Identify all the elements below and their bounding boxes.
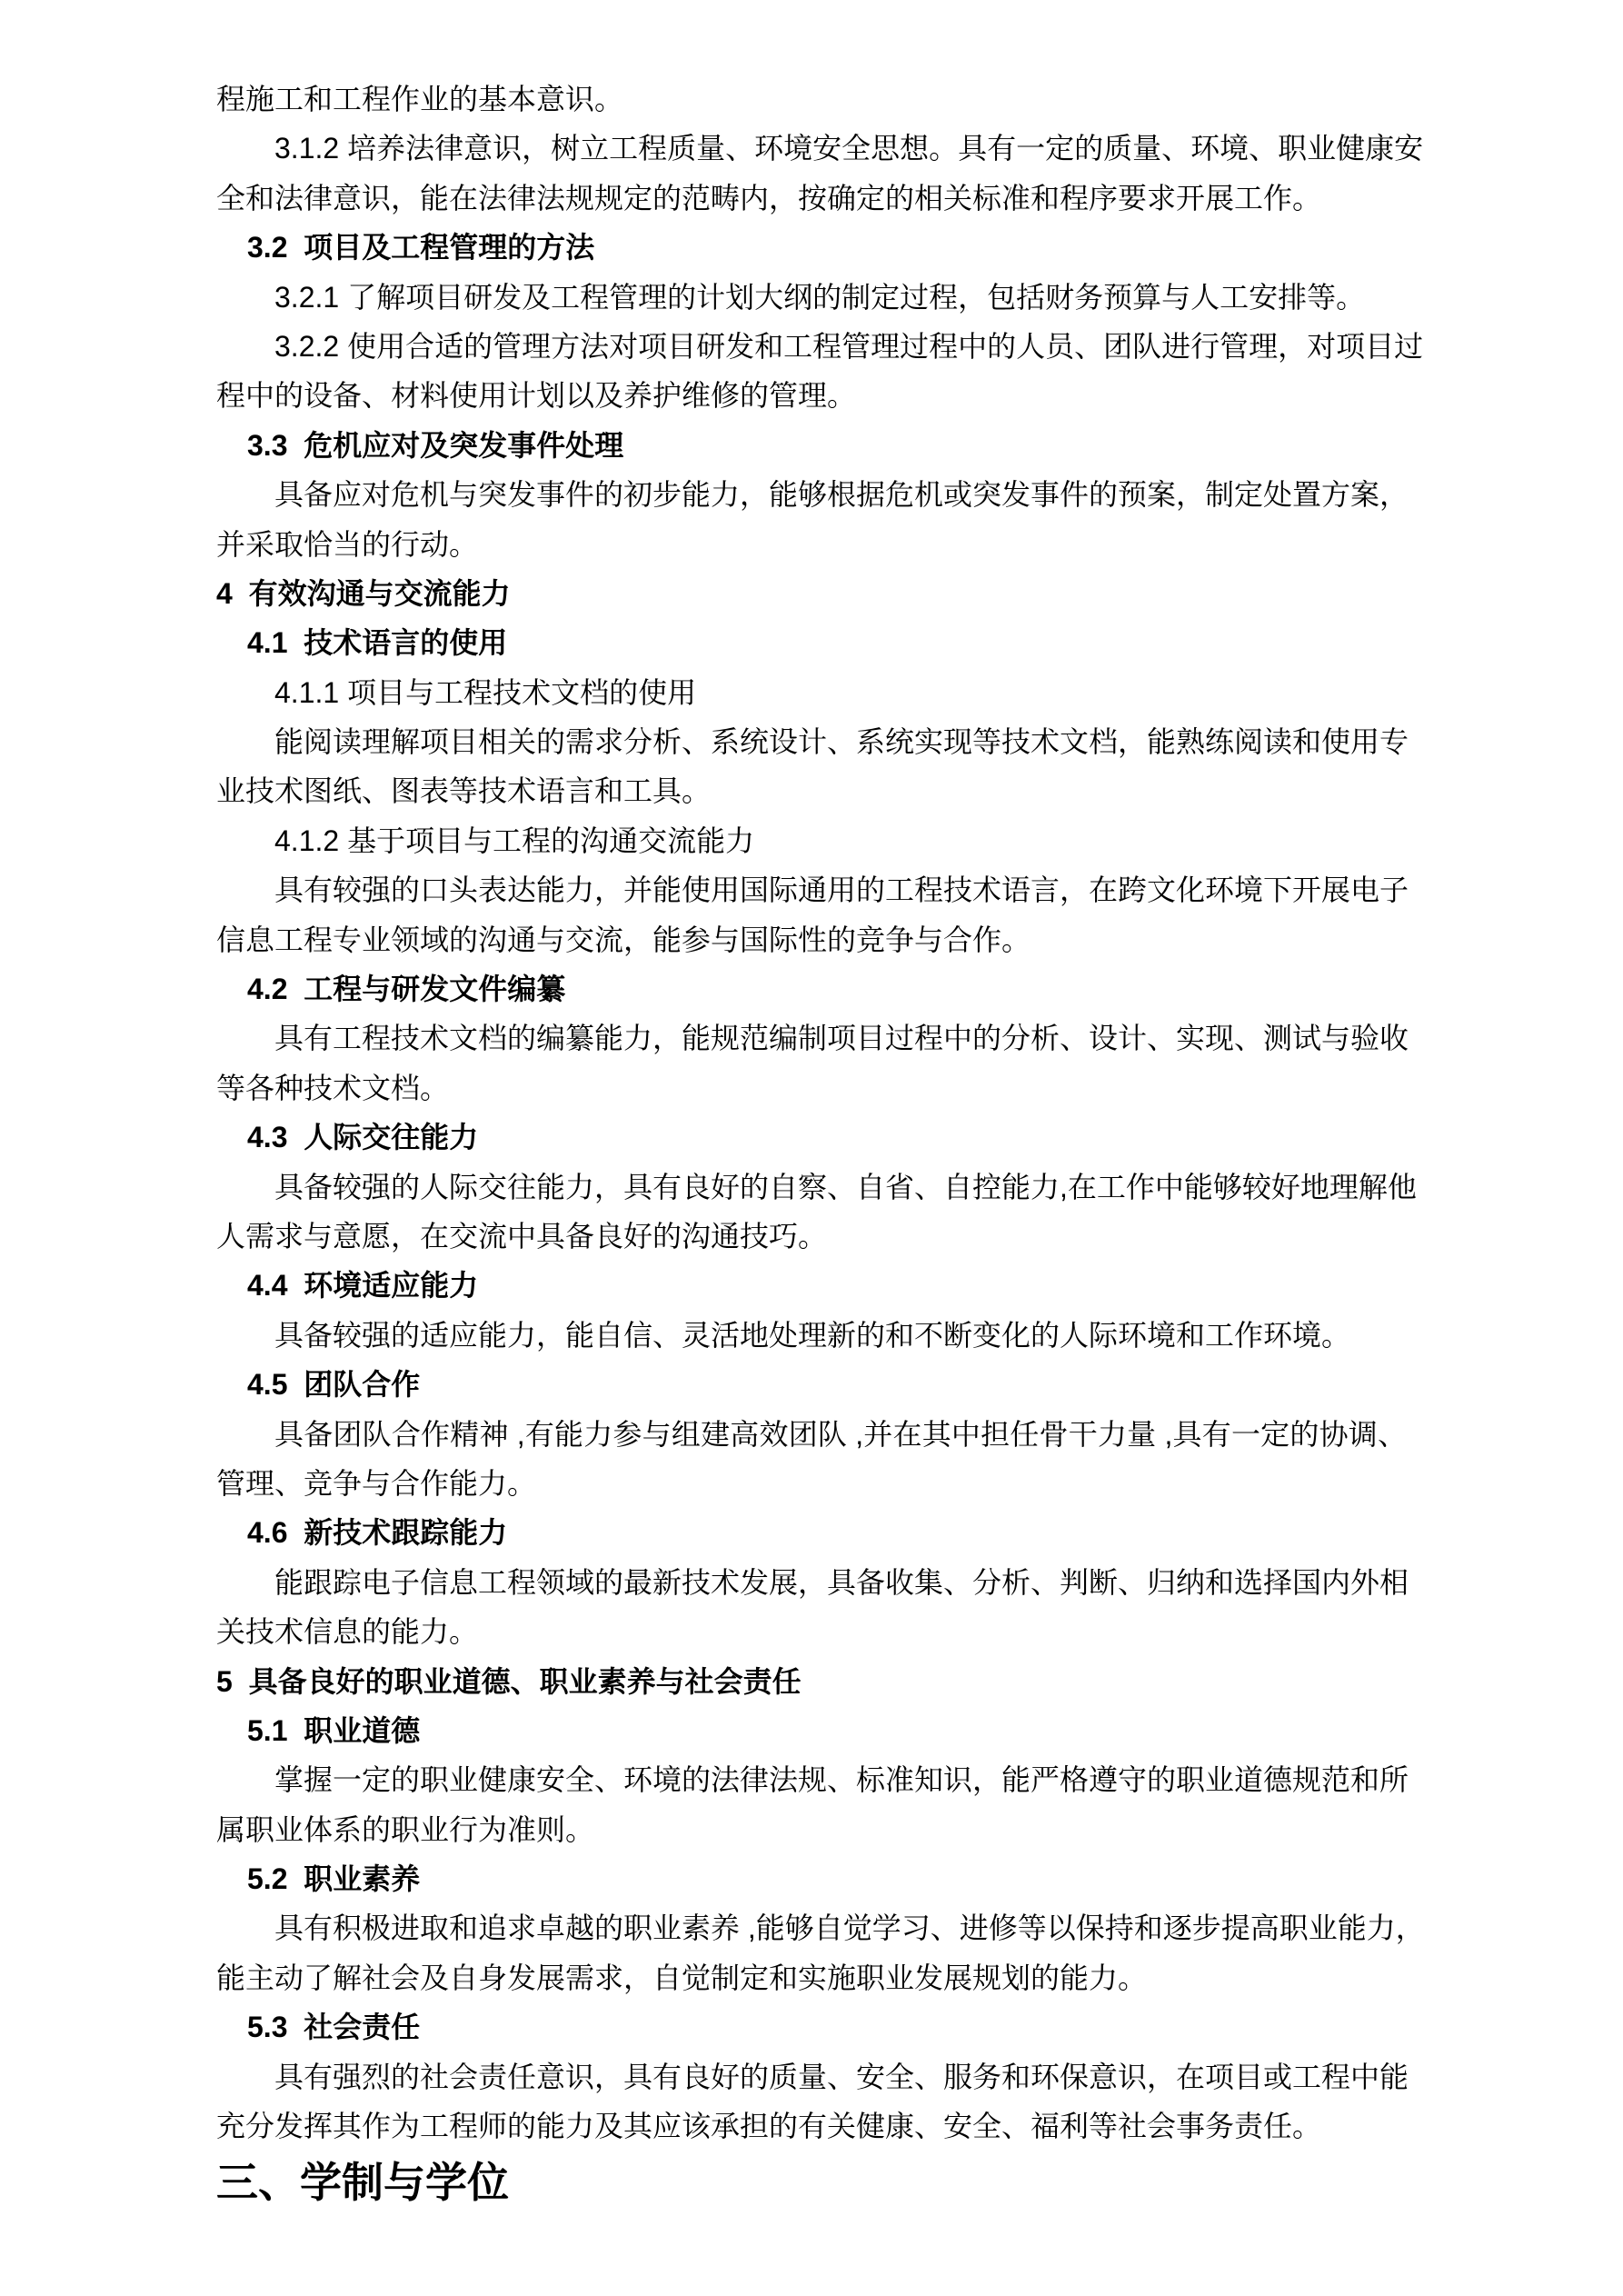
para-4-3-body-line1: 具备较强的人际交往能力，具有良好的自察、自省、自控能力,在工作中能够较好地理解他	[274, 1170, 1417, 1203]
para-5-1-body-line1: 掌握一定的职业健康安全、环境的法律法规、标准知识，能严格遵守的职业道德规范和所	[274, 1763, 1409, 1797]
heading-4-2: 4.2 工程与研发文件编纂	[247, 973, 566, 1006]
heading-5-2: 5.2 职业素养	[247, 1862, 421, 1896]
para-3-1-2-line2: 全和法律意识，能在法律法规规定的范畴内，按确定的相关标准和程序要求开展工作。	[216, 181, 1322, 215]
para-4-5-body-line2: 管理、竞争与合作能力。	[216, 1466, 537, 1500]
para-4-2-body-line1: 具有工程技术文档的编纂能力，能规范编制项目过程中的分析、设计、实现、测试与验收	[274, 1022, 1409, 1055]
heading-4: 4 有效沟通与交流能力	[216, 576, 511, 610]
heading-5: 5 具备良好的职业道德、职业素养与社会责任	[216, 1664, 802, 1698]
para-4-1-2-body-line1: 具有较强的口头表达能力，并能使用国际通用的工程技术语言，在跨文化环境下开展电子	[274, 873, 1409, 907]
heading-4-6: 4.6 新技术跟踪能力	[247, 1516, 508, 1550]
para-5-2-body-line1: 具有积极进取和追求卓越的职业素养 ,能够自觉学习、进修等以保持和逐步提高职业能力，	[274, 1912, 1425, 1945]
para-5-3-body-line2: 充分发挥其作为工程师的能力及其应该承担的有关健康、安全、福利等社会事务责任。	[216, 2110, 1322, 2143]
heading-3-2: 3.2 项目及工程管理的方法	[247, 231, 595, 265]
para-5-1-body-line2: 属职业体系的职业行为准则。	[216, 1812, 595, 1846]
para-4-5-body-line1: 具备团队合作精神 ,有能力参与组建高效团队 ,并在其中担任骨干力量 ,具有一定的协调、	[274, 1417, 1407, 1451]
heading-4-5: 4.5 团队合作	[247, 1368, 421, 1402]
heading-5-1: 5.1 职业道德	[247, 1713, 421, 1747]
para-4-6-body-line1: 能跟踪电子信息工程领域的最新技术发展，具备收集、分析、判断、归纳和选择国内外相	[274, 1565, 1409, 1599]
para-4-1-2-body-line2: 信息工程专业领域的沟通与交流，能参与国际性的竞争与合作。	[216, 923, 1031, 956]
heading-4-3: 4.3 人际交往能力	[247, 1121, 479, 1154]
para-3-1-2-line1: 3.1.2 培养法律意识，树立工程质量、环境安全思想。具有一定的质量、环境、职业健康安	[274, 132, 1424, 165]
para-4-1-1-body-line2: 业技术图纸、图表等技术语言和工具。	[216, 774, 712, 808]
para-4-1-1-title: 4.1.1 项目与工程技术文档的使用	[274, 675, 697, 709]
para-4-2-body-line2: 等各种技术文档。	[216, 1071, 450, 1104]
para-4-6-body-line2: 关技术信息的能力。	[216, 1615, 479, 1649]
para-5-3-body-line1: 具有强烈的社会责任意识，具有良好的质量、安全、服务和环保意识，在项目或工程中能	[274, 2060, 1409, 2093]
para-3-2-2-line2: 程中的设备、材料使用计划以及养护维修的管理。	[216, 379, 857, 413]
para-3-2-2-line1: 3.2.2 使用合适的管理方法对项目研发和工程管理过程中的人员、团队进行管理，对项目过	[274, 329, 1424, 363]
heading-4-4: 4.4 环境适应能力	[247, 1269, 479, 1303]
para-continuation: 程施工和工程作业的基本意识。	[216, 83, 624, 115]
para-3-2-1: 3.2.1 了解项目研发及工程管理的计划大纲的制定过程，包括财务预算与人工安排等。	[274, 280, 1366, 314]
para-3-3-body-line1: 具备应对危机与突发事件的初步能力，能够根据危机或突发事件的预案，制定处置方案，	[274, 478, 1409, 512]
section-title-3-xuezhi-xuewei: 三、学制与学位	[216, 2159, 509, 2207]
para-4-3-body-line2: 人需求与意愿，在交流中具备良好的沟通技巧。	[216, 1219, 828, 1253]
para-4-4-body: 具备较强的适应能力，能自信、灵活地处理新的和不断变化的人际环境和工作环境。	[274, 1318, 1351, 1352]
para-4-1-1-body-line1: 能阅读理解项目相关的需求分析、系统设计、系统实现等技术文档，能熟练阅读和使用专	[274, 725, 1409, 759]
para-5-2-body-line2: 能主动了解社会及自身发展需求，自觉制定和实施职业发展规划的能力。	[216, 1961, 1148, 1994]
heading-5-3: 5.3 社会责任	[247, 2011, 421, 2044]
para-4-1-2-title: 4.1.2 基于项目与工程的沟通交流能力	[274, 824, 755, 857]
heading-4-1: 4.1 技术语言的使用	[247, 626, 508, 660]
heading-3-3: 3.3 危机应对及突发事件处理	[247, 428, 624, 462]
para-3-3-body-line2: 并采取恰当的行动。	[216, 527, 479, 561]
